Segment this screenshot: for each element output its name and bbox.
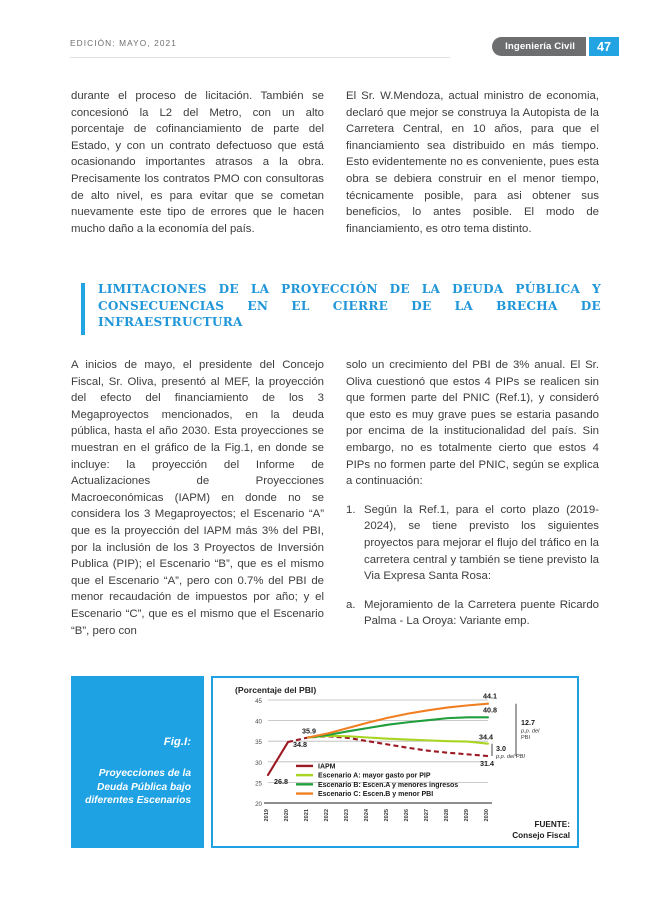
svg-text:20: 20 [255,801,262,808]
paragraph-right-top: El Sr. W.Mendoza, actual ministro de economia, declaró que mejor se construya la Autopista de la Carretera Central, en 10 años, para que el financiamiento sea distribuido en más tiempo. Esto evidentemente no es conveniente, pues esta obra se debiera construir en el menor tiempo, técnicamente posible, para asi obtener sus beneficios, lo antes posible. El modo de financiamiento, es otro tema distinto. [346,90,599,235]
svg-text:PBI: PBI [521,735,531,742]
chart-source-line2: Consejo Fiscal [512,830,570,840]
paragraph-right-bottom: solo un crecimiento del PBI de 3% anual. El Sr. Oliva cuestionó que estos 4 PIPs se realicen sin que formen parte del PNIC (Ref.1), y consideró que esto es muy grave pues se estaria pasando por encima de la institucionalidad del país. Sin embargo, no es totalmente cierto que estos 4 PIPs no formen parte del PNIC, según se explica a continuación: [346,359,599,488]
figure-description: Proyecciones de la Deuda Pública bajo diferentes Escenarios [85,768,191,807]
svg-text:25: 25 [255,780,262,788]
header-divider [70,57,450,58]
svg-text:35.9: 35.9 [302,726,316,736]
paragraph-left-bottom: A inicios de mayo, el presidente del Concejo Fiscal, Sr. Oliva, presentó al MEF, la proyección del efecto del financiamiento de los 3 Megaproyectos mencionados, en la deuda pública, hasta el año 2030. Esta proyecciones se muestran en el gráfico de la Fig.1, en donde se incluye: la proyección del Informe de Actualizaciones de Proyecciones Macroeconómicas (IAPM) en donde no se considera los 3 Megaproyectos; el Escenario “A” que es la proyección del IAPM más 3% del PBI, por la inclusión de los 3 Proyectos de Inversión Publica (PIP); el Escenario “B”, que es el mismo que el Escenario “A”, pero con 0.7% del PBI de menor recaudación de impuestos por año; y el Escenario “C”, que es el mismo que el Escenario “B”, pero con [71,359,324,637]
brand-page-badge [492,37,619,56]
svg-text:Escenario A: mayor gasto por P: Escenario A: mayor gasto por PIP [318,772,431,780]
brand-label: Ingeniería Civil [492,37,586,56]
section-accent-bar [81,283,85,335]
svg-text:45: 45 [255,698,262,705]
svg-text:2024: 2024 [364,809,370,822]
chart-title: (Porcentaje del PBI) [235,685,317,695]
chart-source [512,820,570,841]
svg-text:26.8: 26.8 [274,776,288,786]
svg-text:12.7: 12.7 [521,718,535,728]
svg-text:2028: 2028 [444,809,450,822]
section-heading-text: LIMITACIONES DE LA PROYECCIÓN DE LA DEUDA PÚBLICA Y CONSECUENCIAS EN EL CIERRE DE LA BRECHA DE INFRAESTRUCTURA [98,282,601,329]
svg-text:p.p. del PBI: p.p. del PBI [496,753,525,760]
body-column-left-bottom [71,357,324,639]
page-header [0,0,650,72]
body-column-right-bottom [346,357,599,630]
svg-text:2029: 2029 [464,809,470,822]
svg-text:2020: 2020 [284,809,290,822]
figure-caption-panel [71,676,204,848]
svg-text:2027: 2027 [424,809,430,822]
svg-text:31.4: 31.4 [480,759,494,769]
svg-text:2022: 2022 [324,809,330,822]
svg-text:3.0: 3.0 [496,743,506,753]
svg-text:34.8: 34.8 [293,740,307,750]
svg-text:Escenario B: Escen.A y menores: Escenario B: Escen.A y menores ingresos [318,781,459,789]
page-number: 47 [589,37,619,56]
svg-text:2026: 2026 [404,809,410,822]
svg-text:40.8: 40.8 [483,705,497,715]
svg-text:Escenario C: Escen.B y menor P: Escenario C: Escen.B y menor PBI [318,791,434,799]
svg-text:30: 30 [255,759,262,767]
svg-text:35: 35 [255,739,262,747]
list-item [346,502,599,585]
svg-text:34.4: 34.4 [479,732,493,742]
list-item-text: Según la Ref.1, para el corto plazo (2019-2024), se tiene previsto los siguientes proyectos para mejorar el flujo del tráfico en la carretera central y también se tiene previsto la Via Expresa Santa Rosa: [364,503,599,583]
list-item-marker: a. [346,598,356,611]
body-column-right-top [346,88,599,237]
svg-text:IAPM: IAPM [318,763,336,771]
chart-source-line1: FUENTE: [534,820,570,829]
section-heading [81,281,601,331]
svg-text:2019: 2019 [264,809,270,822]
list-item-text: Mejoramiento de la Carretera puente Ricardo Palma - La Oroya: Variante emp. [364,598,599,628]
svg-text:40: 40 [255,718,262,726]
svg-text:44.1: 44.1 [483,691,497,701]
edition-label: EDICIÓN: MAYO, 2021 [70,38,177,48]
figure-block [71,676,579,848]
svg-text:2030: 2030 [484,809,490,822]
body-column-left-top [71,88,324,237]
paragraph-left-top: durante el proceso de licitación. También se concesionó la L2 del Metro, con un alto porcentaje de cofinanciamiento de parte del Estado, y con un contrato defectuoso que está ocasionando importantes atrasos a la obra. Precisamente los contratos PMO con consultoras de alto nivel, es para evitar que se cometan nuevamente este tipo de errores que le hacen mucho daño a la economía del país. [71,90,324,235]
figure-label: Fig.I: [163,736,191,748]
list-item-marker: 1. [346,503,356,516]
svg-text:p.p. del: p.p. del [521,728,540,735]
figure-chart-frame [211,676,579,848]
list-item [346,597,599,630]
svg-text:2023: 2023 [344,809,350,822]
chart-area [213,678,577,846]
svg-text:2021: 2021 [304,809,310,822]
svg-text:2025: 2025 [384,809,390,822]
